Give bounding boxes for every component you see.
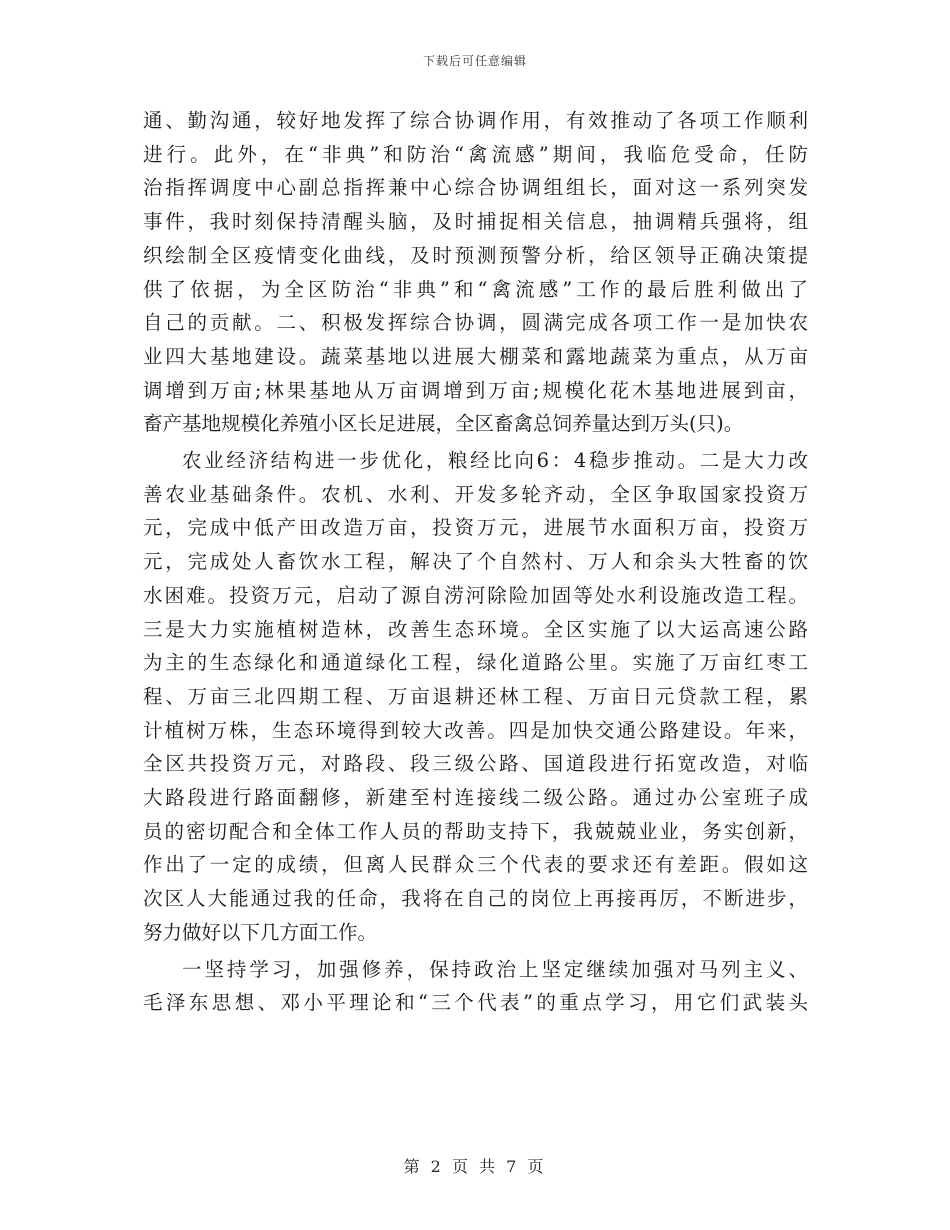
text-line: 为主的生态绿化和通道绿化工程，绿化道路公里。实施了万亩红枣工 [143, 651, 808, 675]
text-line: 进行。此外，在“非典”和防治“禽流感”期间，我临危受命，任防 [143, 142, 808, 166]
text-line: 一坚持学习，加强修养，保持政治上坚定继续加强对马列主义、 [182, 957, 808, 981]
text-line: 毛泽东思想、邓小平理论和“三个代表”的重点学习，用它们武装头 [143, 991, 808, 1015]
text-line: 善农业基础条件。农机、水利、开发多轮齐动，全区争取国家投资万 [143, 482, 808, 506]
text-line: 治指挥调度中心副总指挥兼中心综合协调组组长，面对这一系列突发 [143, 176, 808, 200]
text-line: 业四大基地建设。蔬菜基地以进展大棚菜和露地蔬菜为重点，从万亩 [143, 344, 808, 368]
header-note: 下载后可任意编辑 [422, 54, 527, 68]
text-line: 供了依据，为全区防治“非典”和“禽流感”工作的最后胜利做出了 [143, 277, 808, 301]
text-line: 织绘制全区疫情变化曲线，及时预测预警分析，给区领导正确决策提 [143, 243, 808, 267]
text-line: 员的密切配合和全体工作人员的帮助支持下，我兢兢业业，务实创新， [143, 819, 808, 843]
document-body [143, 104, 808, 1020]
text-line: 元，完成处人畜饮水工程，解决了个自然村、万人和余头大牲畜的饮 [143, 550, 808, 574]
text-line: 畜产基地规模化养殖小区长足进展，全区畜禽总饲养量达到万头(只)。 [143, 412, 744, 436]
text-line: 作出了一定的成绩，但离人民群众三个代表的要求还有差距。假如这 [143, 853, 808, 877]
text-line: 自己的贡献。二、积极发挥综合协调，圆满完成各项工作一是加快农 [143, 311, 808, 335]
text-line: 元，完成中低产田改造万亩，投资万元，进展节水面积万亩，投资万 [143, 516, 808, 540]
text-line: 程、万亩三北四期工程、万亩退耕还林工程、万亩日元贷款工程，累 [143, 684, 808, 708]
text-line: 计植树万株，生态环境得到较大改善。四是加快交通公路建设。年来， [143, 718, 808, 742]
text-line: 次区人大能通过我的任命，我将在自己的岗位上再接再厉，不断进步， [143, 887, 808, 911]
text-line: 通、勤沟通，较好地发挥了综合协调作用，有效推动了各项工作顺利 [143, 109, 808, 132]
text-line: 调增到万亩;林果基地从万亩调增到万亩;规模化花木基地进展到亩， [143, 378, 808, 402]
text-line: 努力做好以下几方面工作。 [143, 920, 378, 944]
text-line: 全区共投资万元，对路段、段三级公路、国道段进行拓宽改造，对临 [143, 752, 808, 776]
text-line: 农业经济结构进一步优化，粮经比向6：4稳步推动。二是大力改 [182, 449, 808, 473]
paragraph-3 [143, 953, 808, 1020]
paragraph-1 [143, 104, 808, 441]
text-line: 事件，我时刻保持清醒头脑，及时捕捉相关信息，抽调精兵强将，组 [143, 210, 808, 234]
text-line: 水困难。投资万元，启动了源自涝河除险加固等处水利设施改造工程。 [143, 583, 808, 607]
page-number: 第 2 页 共 7 页 [403, 1157, 547, 1176]
paragraph-2 [143, 444, 808, 950]
text-line: 三是大力实施植树造林，改善生态环境。全区实施了以大运高速公路 [143, 617, 808, 641]
text-line: 大路段进行路面翻修，新建至村连接线二级公路。通过办公室班子成 [143, 786, 808, 810]
